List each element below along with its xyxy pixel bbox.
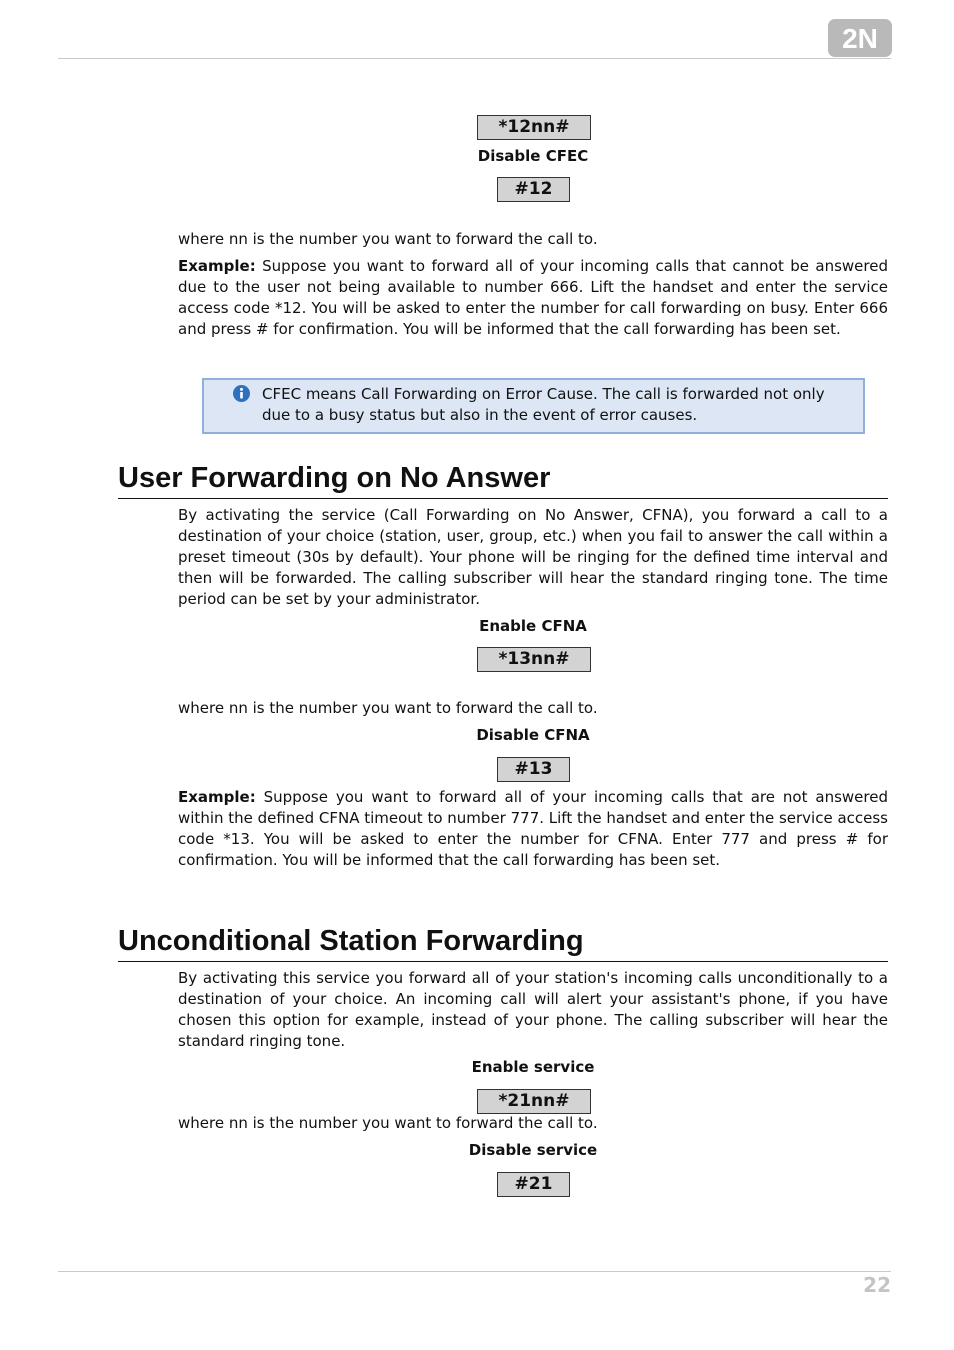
service-disable-code: #21 bbox=[497, 1172, 570, 1197]
2n-logo bbox=[828, 19, 892, 57]
where-nn-text-3: where nn is the number you want to forward the call to. bbox=[178, 1114, 598, 1132]
where-nn-text-1: where nn is the number you want to forward the call to. bbox=[178, 230, 598, 248]
disable-cfec-label: Disable CFEC bbox=[477, 147, 589, 165]
disable-cfna-label: Disable CFNA bbox=[476, 726, 590, 744]
cfna-disable-code: #13 bbox=[497, 757, 570, 782]
example-paragraph-1 bbox=[178, 256, 888, 340]
example-label: Example: bbox=[178, 257, 256, 275]
example-text: Suppose you want to forward all of your incoming calls that cannot be answered due to the user not being available to number 666. Lift the handset and enter the service access code *12. You will be asked to enter the number for call forwarding on busy. Enter 666 and press # for confirmation. You will be informed that the call forwarding has been set. bbox=[178, 257, 888, 338]
header-rule bbox=[58, 58, 891, 59]
enable-cfna-label: Enable CFNA bbox=[479, 617, 587, 635]
enable-service-label: Enable service bbox=[471, 1058, 595, 1076]
cfna-enable-code: *13nn# bbox=[477, 647, 591, 672]
cfec-disable-code: #12 bbox=[497, 177, 570, 202]
example-text: Suppose you want to forward all of your incoming calls that are not answered within the defined CFNA timeout to number 777. Lift the handset and enter the service access code *13. You will be asked to enter the number for CFNA. Enter 777 and press # for confirmation. You will be informed that the call forwarding has been set. bbox=[178, 788, 888, 869]
cfec-enable-code: *12nn# bbox=[477, 115, 591, 140]
where-nn-text-2: where nn is the number you want to forward the call to. bbox=[178, 699, 598, 717]
section-title-unconditional: Unconditional Station Forwarding bbox=[118, 923, 888, 962]
info-icon bbox=[233, 385, 250, 402]
page-number: 22 bbox=[863, 1273, 891, 1297]
disable-service-label: Disable service bbox=[468, 1141, 598, 1159]
example-label: Example: bbox=[178, 788, 256, 806]
footer-rule bbox=[58, 1271, 891, 1272]
section-title-cfna: User Forwarding on No Answer bbox=[118, 460, 888, 499]
unconditional-intro: By activating this service you forward all of your station's incoming calls unconditionally to a destination of your choice. An incoming call will alert your assistant's phone, if you have chosen this option for example, instead of your phone. The calling subscriber will hear the standard ringing tone. bbox=[178, 969, 888, 1050]
cfna-intro: By activating the service (Call Forwarding on No Answer, CFNA), you forward a call to a destination of your choice (station, user, group, etc.) when you fail to answer the call within a preset timeout (30s by default). Your phone will be ringing for the defined time interval and then will be forwarded. The calling subscriber will hear the standard ringing tone. The time period can be set by your administrator. bbox=[178, 506, 888, 608]
service-enable-code: *21nn# bbox=[477, 1089, 591, 1114]
note-text: CFEC means Call Forwarding on Error Cause. The call is forwarded not only due to a busy status but also in the event of error causes. bbox=[262, 385, 825, 424]
info-note bbox=[202, 378, 865, 434]
example-paragraph-2 bbox=[178, 787, 888, 871]
logo-text: 2N bbox=[842, 23, 878, 54]
